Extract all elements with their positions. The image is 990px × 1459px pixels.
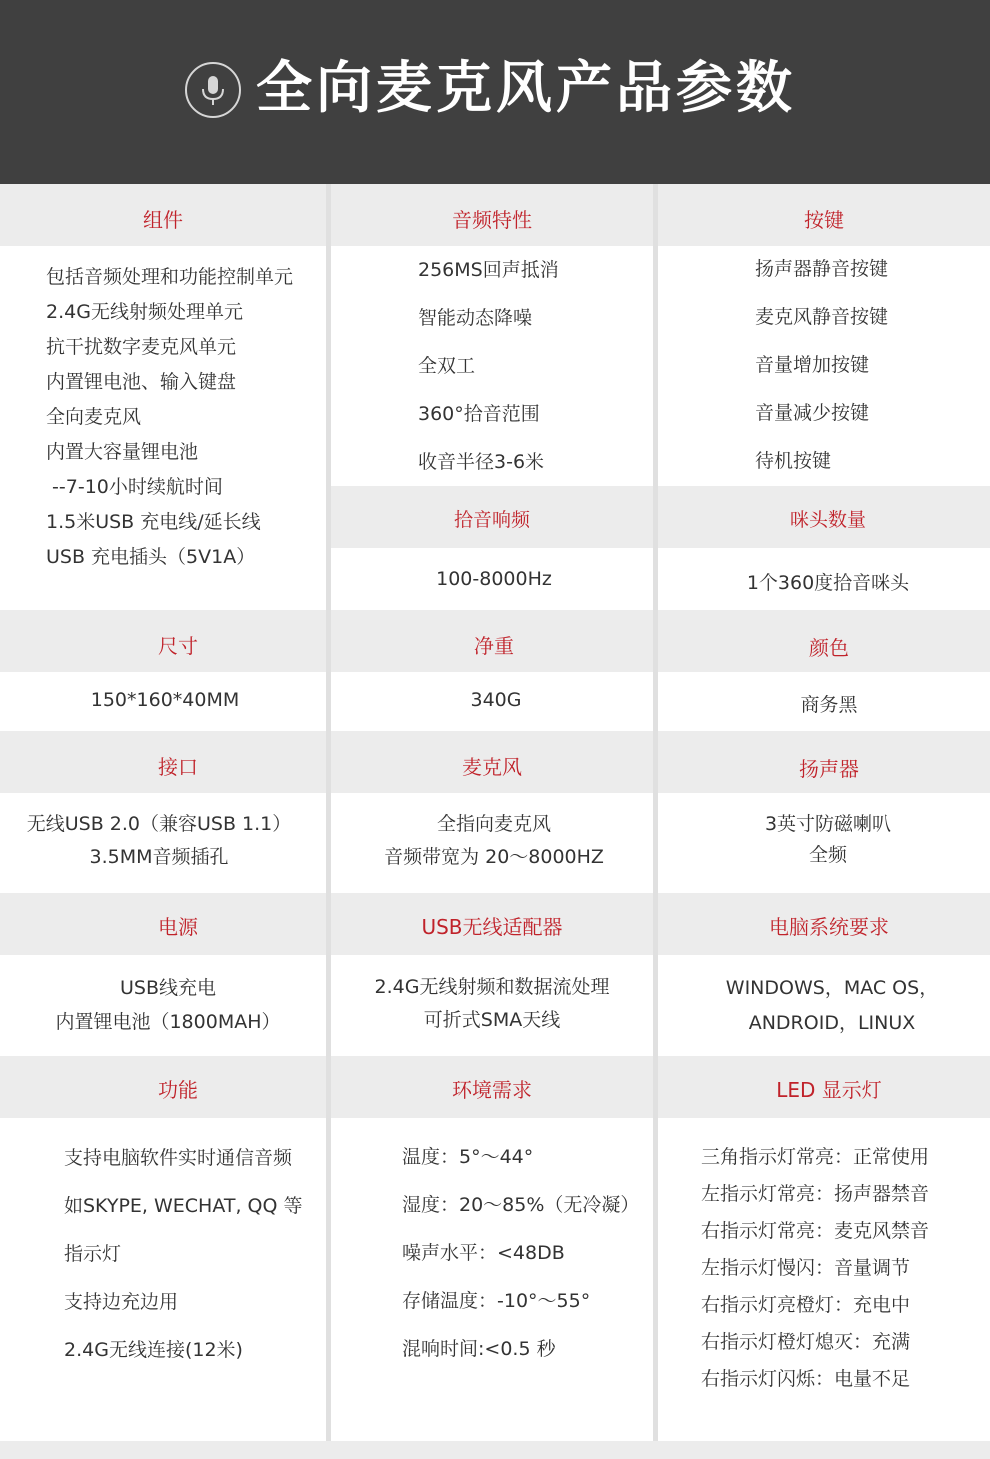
components-list: [46, 260, 293, 575]
list-item: 1.5米USB 充电线/延长线: [46, 511, 261, 533]
microphone-line-1: 全指向麦克风: [436, 813, 551, 835]
list-item: 左指示灯慢闪：音量调节: [701, 1257, 911, 1279]
list-item: 噪声水平：<48DB: [402, 1242, 565, 1264]
system-line-2: ANDROID，LINUX: [748, 1012, 916, 1034]
size-value: 150*160*40MM: [90, 689, 240, 711]
adapter-line-1: 2.4G无线射频和数据流处理: [374, 976, 610, 998]
list-item: 全双工: [418, 355, 476, 377]
led-list: [701, 1139, 929, 1398]
list-item: 智能动态降噪: [418, 307, 533, 329]
list-item: 内置锂电池、输入键盘: [46, 371, 237, 393]
adapter-line-2: 可折式SMA天线: [423, 1009, 561, 1031]
list-item: 2.4G无线连接(12米): [64, 1339, 243, 1361]
buttons-list: [755, 245, 888, 485]
color-value: 商务黑: [800, 694, 858, 716]
label-led: LED 显示灯: [776, 1078, 882, 1102]
page-header: [0, 0, 990, 184]
list-item: USB 充电插头（5V1A）: [46, 546, 256, 568]
label-features: 功能: [158, 1078, 198, 1102]
list-item: 音量减少按键: [755, 402, 870, 424]
footer-band: [0, 1441, 990, 1459]
list-item: 右指示灯常亮：麦克风禁音: [701, 1220, 930, 1242]
list-item: 全向麦克风: [46, 406, 142, 428]
list-item: 抗干扰数字麦克风单元: [46, 336, 237, 358]
mic-count-value: 1个360度拾音咪头: [746, 572, 910, 594]
pickup-freq-value: 100-8000Hz: [436, 568, 552, 590]
interface-line-1: 无线USB 2.0（兼容USB 1.1）: [26, 813, 292, 835]
list-item: 指示灯: [64, 1243, 122, 1265]
label-mic-count: 咪头数量: [789, 509, 866, 531]
label-color: 颜色: [809, 636, 849, 660]
speaker-value: [658, 809, 990, 871]
label-microphone: 麦克风: [462, 755, 522, 779]
label-weight: 净重: [474, 634, 514, 658]
label-adapter: USB无线适配器: [421, 915, 563, 939]
label-components: 组件: [143, 208, 183, 232]
microphone-value: [331, 808, 657, 874]
speaker-line-1: 3英寸防磁喇叭: [764, 813, 892, 835]
features-list: [64, 1134, 303, 1374]
label-audio: 音频特性: [452, 208, 532, 232]
list-item: 待机按键: [755, 450, 832, 472]
interface-value: [0, 808, 318, 874]
power-line-1: USB线充电: [119, 977, 216, 999]
label-pickup-freq: 拾音响频: [453, 509, 530, 531]
list-item: 右指示灯闪烁：电量不足: [701, 1368, 911, 1390]
microphone-line-2: 音频带宽为 20～8000HZ: [384, 846, 604, 868]
list-item: 音量增加按键: [755, 354, 870, 376]
microphone-icon: [185, 62, 241, 118]
weight-value: 340G: [470, 689, 522, 711]
list-item: 支持电脑软件实时通信音频: [64, 1147, 293, 1169]
list-item: 如SKYPE, WECHAT, QQ 等: [64, 1195, 303, 1217]
label-size: 尺寸: [158, 634, 198, 658]
label-power: 电源: [158, 915, 198, 939]
label-environment: 环境需求: [452, 1078, 532, 1102]
environment-list: [402, 1133, 639, 1373]
power-line-2: 内置锂电池（1800MAH）: [55, 1011, 281, 1033]
list-item: 右指示灯亮橙灯：充电中: [701, 1294, 911, 1316]
list-item: 湿度：20～85%（无冷凝）: [402, 1194, 640, 1216]
list-item: 包括音频处理和功能控制单元: [46, 266, 294, 288]
list-item: 2.4G无线射频处理单元: [46, 301, 243, 323]
speaker-line-2: 全频: [808, 844, 847, 866]
list-item: 支持边充边用: [64, 1291, 179, 1313]
power-value: [0, 971, 336, 1039]
list-item: --7-10小时续航时间: [46, 476, 223, 498]
list-item: 右指示灯橙灯熄灭：充满: [701, 1331, 911, 1353]
page-title: 全向麦克风产品参数: [256, 56, 796, 121]
system-value: [658, 971, 990, 1041]
list-item: 存储温度：-10°～55°: [402, 1290, 591, 1312]
audio-features-list: [418, 246, 559, 486]
interface-line-2: 3.5MM音频插孔: [89, 846, 229, 868]
label-buttons: 按键: [804, 208, 844, 232]
label-speaker: 扬声器: [799, 757, 859, 781]
label-system: 电脑系统要求: [769, 915, 889, 939]
system-line-1: WINDOWS，MAC OS，: [725, 977, 939, 999]
list-item: 三角指示灯常亮：正常使用: [701, 1146, 930, 1168]
list-item: 温度：5°～44°: [402, 1146, 534, 1168]
list-item: 混响时间:<0.5 秒: [402, 1338, 556, 1360]
label-interface: 接口: [158, 755, 198, 779]
list-item: 左指示灯常亮：扬声器禁音: [701, 1183, 930, 1205]
list-item: 收音半径3-6米: [418, 451, 545, 473]
list-item: 360°拾音范围: [418, 403, 540, 425]
list-item: 256MS回声抵消: [418, 259, 559, 281]
list-item: 麦克风静音按键: [755, 306, 889, 328]
adapter-value: [331, 971, 653, 1037]
list-item: 扬声器静音按键: [755, 258, 889, 280]
list-item: 内置大容量锂电池: [46, 441, 199, 463]
